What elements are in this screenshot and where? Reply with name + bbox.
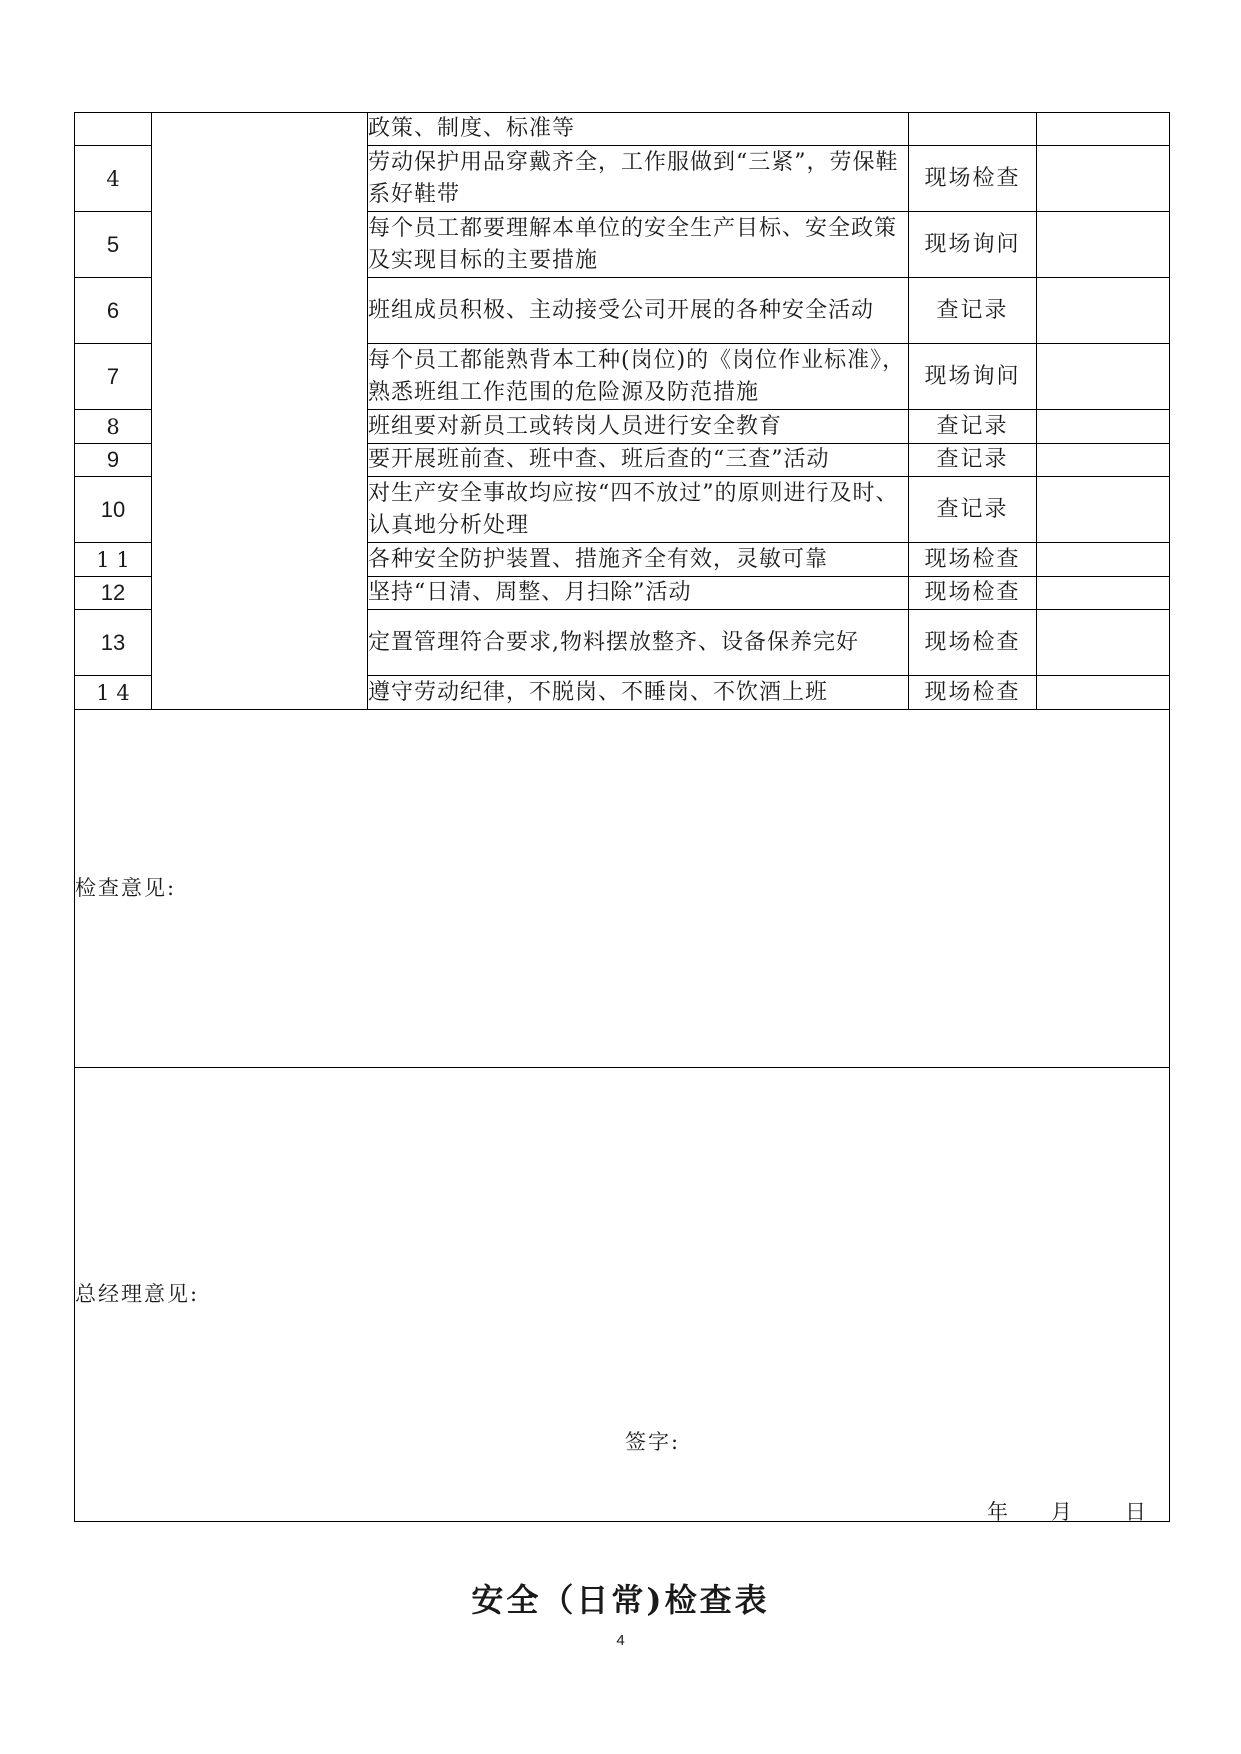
check-method (909, 113, 1037, 146)
inspection-opinion-row (75, 710, 1170, 1068)
gm-opinion-label: 总经理意见: (75, 1282, 200, 1306)
row-number: 10 (75, 477, 152, 543)
result-cell (1037, 543, 1170, 577)
row-number: 7 (75, 344, 152, 410)
check-content: 坚持“日清、周整、月扫除”活动 (368, 577, 909, 610)
check-method: 查记录 (909, 444, 1037, 477)
check-content: 班组要对新员工或转岗人员进行安全教育 (368, 410, 909, 444)
gm-opinion-row (75, 1068, 1170, 1522)
check-method: 现场检查 (909, 610, 1037, 676)
inspection-opinion-label: 检查意见: (75, 876, 177, 900)
result-cell (1037, 410, 1170, 444)
row-number: 9 (75, 444, 152, 477)
row-number: 6 (75, 278, 152, 344)
check-content: 要开展班前查、班中查、班后查的“三查”活动 (368, 444, 909, 477)
check-method: 现场询问 (909, 344, 1037, 410)
page-number: 4 (616, 1632, 625, 1649)
check-method: 现场检查 (909, 577, 1037, 610)
result-cell (1037, 278, 1170, 344)
row-number: 12 (75, 577, 152, 610)
row-number: 1 4 (75, 676, 152, 710)
check-method: 现场询问 (909, 212, 1037, 278)
check-content: 政策、制度、标准等 (368, 113, 909, 146)
inspection-opinion-cell (75, 710, 1170, 1068)
category-cell (152, 113, 368, 710)
result-cell (1037, 444, 1170, 477)
result-cell (1037, 113, 1170, 146)
footer-title: 安全（日常)检查表 (471, 1581, 770, 1619)
result-cell (1037, 610, 1170, 676)
result-cell (1037, 344, 1170, 410)
row-number: 1 1 (75, 543, 152, 577)
signature-label: 签字: (625, 1430, 681, 1454)
check-content: 劳动保护用品穿戴齐全，工作服做到“三紧”，劳保鞋系好鞋带 (368, 146, 909, 212)
check-method: 查记录 (909, 278, 1037, 344)
check-method: 现场检查 (909, 676, 1037, 710)
result-cell (1037, 146, 1170, 212)
check-content: 遵守劳动纪律，不脱岗、不睡岗、不饮酒上班 (368, 676, 909, 710)
check-content: 对生产安全事故均应按“四不放过”的原则进行及时、认真地分析处理 (368, 477, 909, 543)
gm-opinion-cell (75, 1068, 1170, 1522)
check-content: 每个员工都能熟背本工种(岗位)的《岗位作业标准》，熟悉班组工作范围的危险源及防范措施 (368, 344, 909, 410)
row-number (75, 113, 152, 146)
result-cell (1037, 477, 1170, 543)
check-content: 定置管理符合要求,物料摆放整齐、设备保养完好 (368, 610, 909, 676)
check-method: 现场检查 (909, 146, 1037, 212)
result-cell (1037, 676, 1170, 710)
date-month: 月 (1051, 1500, 1072, 1524)
row-number: 13 (75, 610, 152, 676)
date-day: 日 (1125, 1500, 1146, 1524)
table-row (75, 113, 1170, 146)
inspection-table (74, 112, 1170, 1522)
check-method: 查记录 (909, 477, 1037, 543)
check-method: 现场检查 (909, 543, 1037, 577)
date-year: 年 (987, 1500, 1008, 1524)
check-content: 各种安全防护装置、措施齐全有效，灵敏可靠 (368, 543, 909, 577)
result-cell (1037, 212, 1170, 278)
check-content: 每个员工都要理解本单位的安全生产目标、安全政策及实现目标的主要措施 (368, 212, 909, 278)
row-number: 5 (75, 212, 152, 278)
row-number: 8 (75, 410, 152, 444)
row-number: 4 (75, 146, 152, 212)
check-method: 查记录 (909, 410, 1037, 444)
result-cell (1037, 577, 1170, 610)
check-content: 班组成员积极、主动接受公司开展的各种安全活动 (368, 278, 909, 344)
